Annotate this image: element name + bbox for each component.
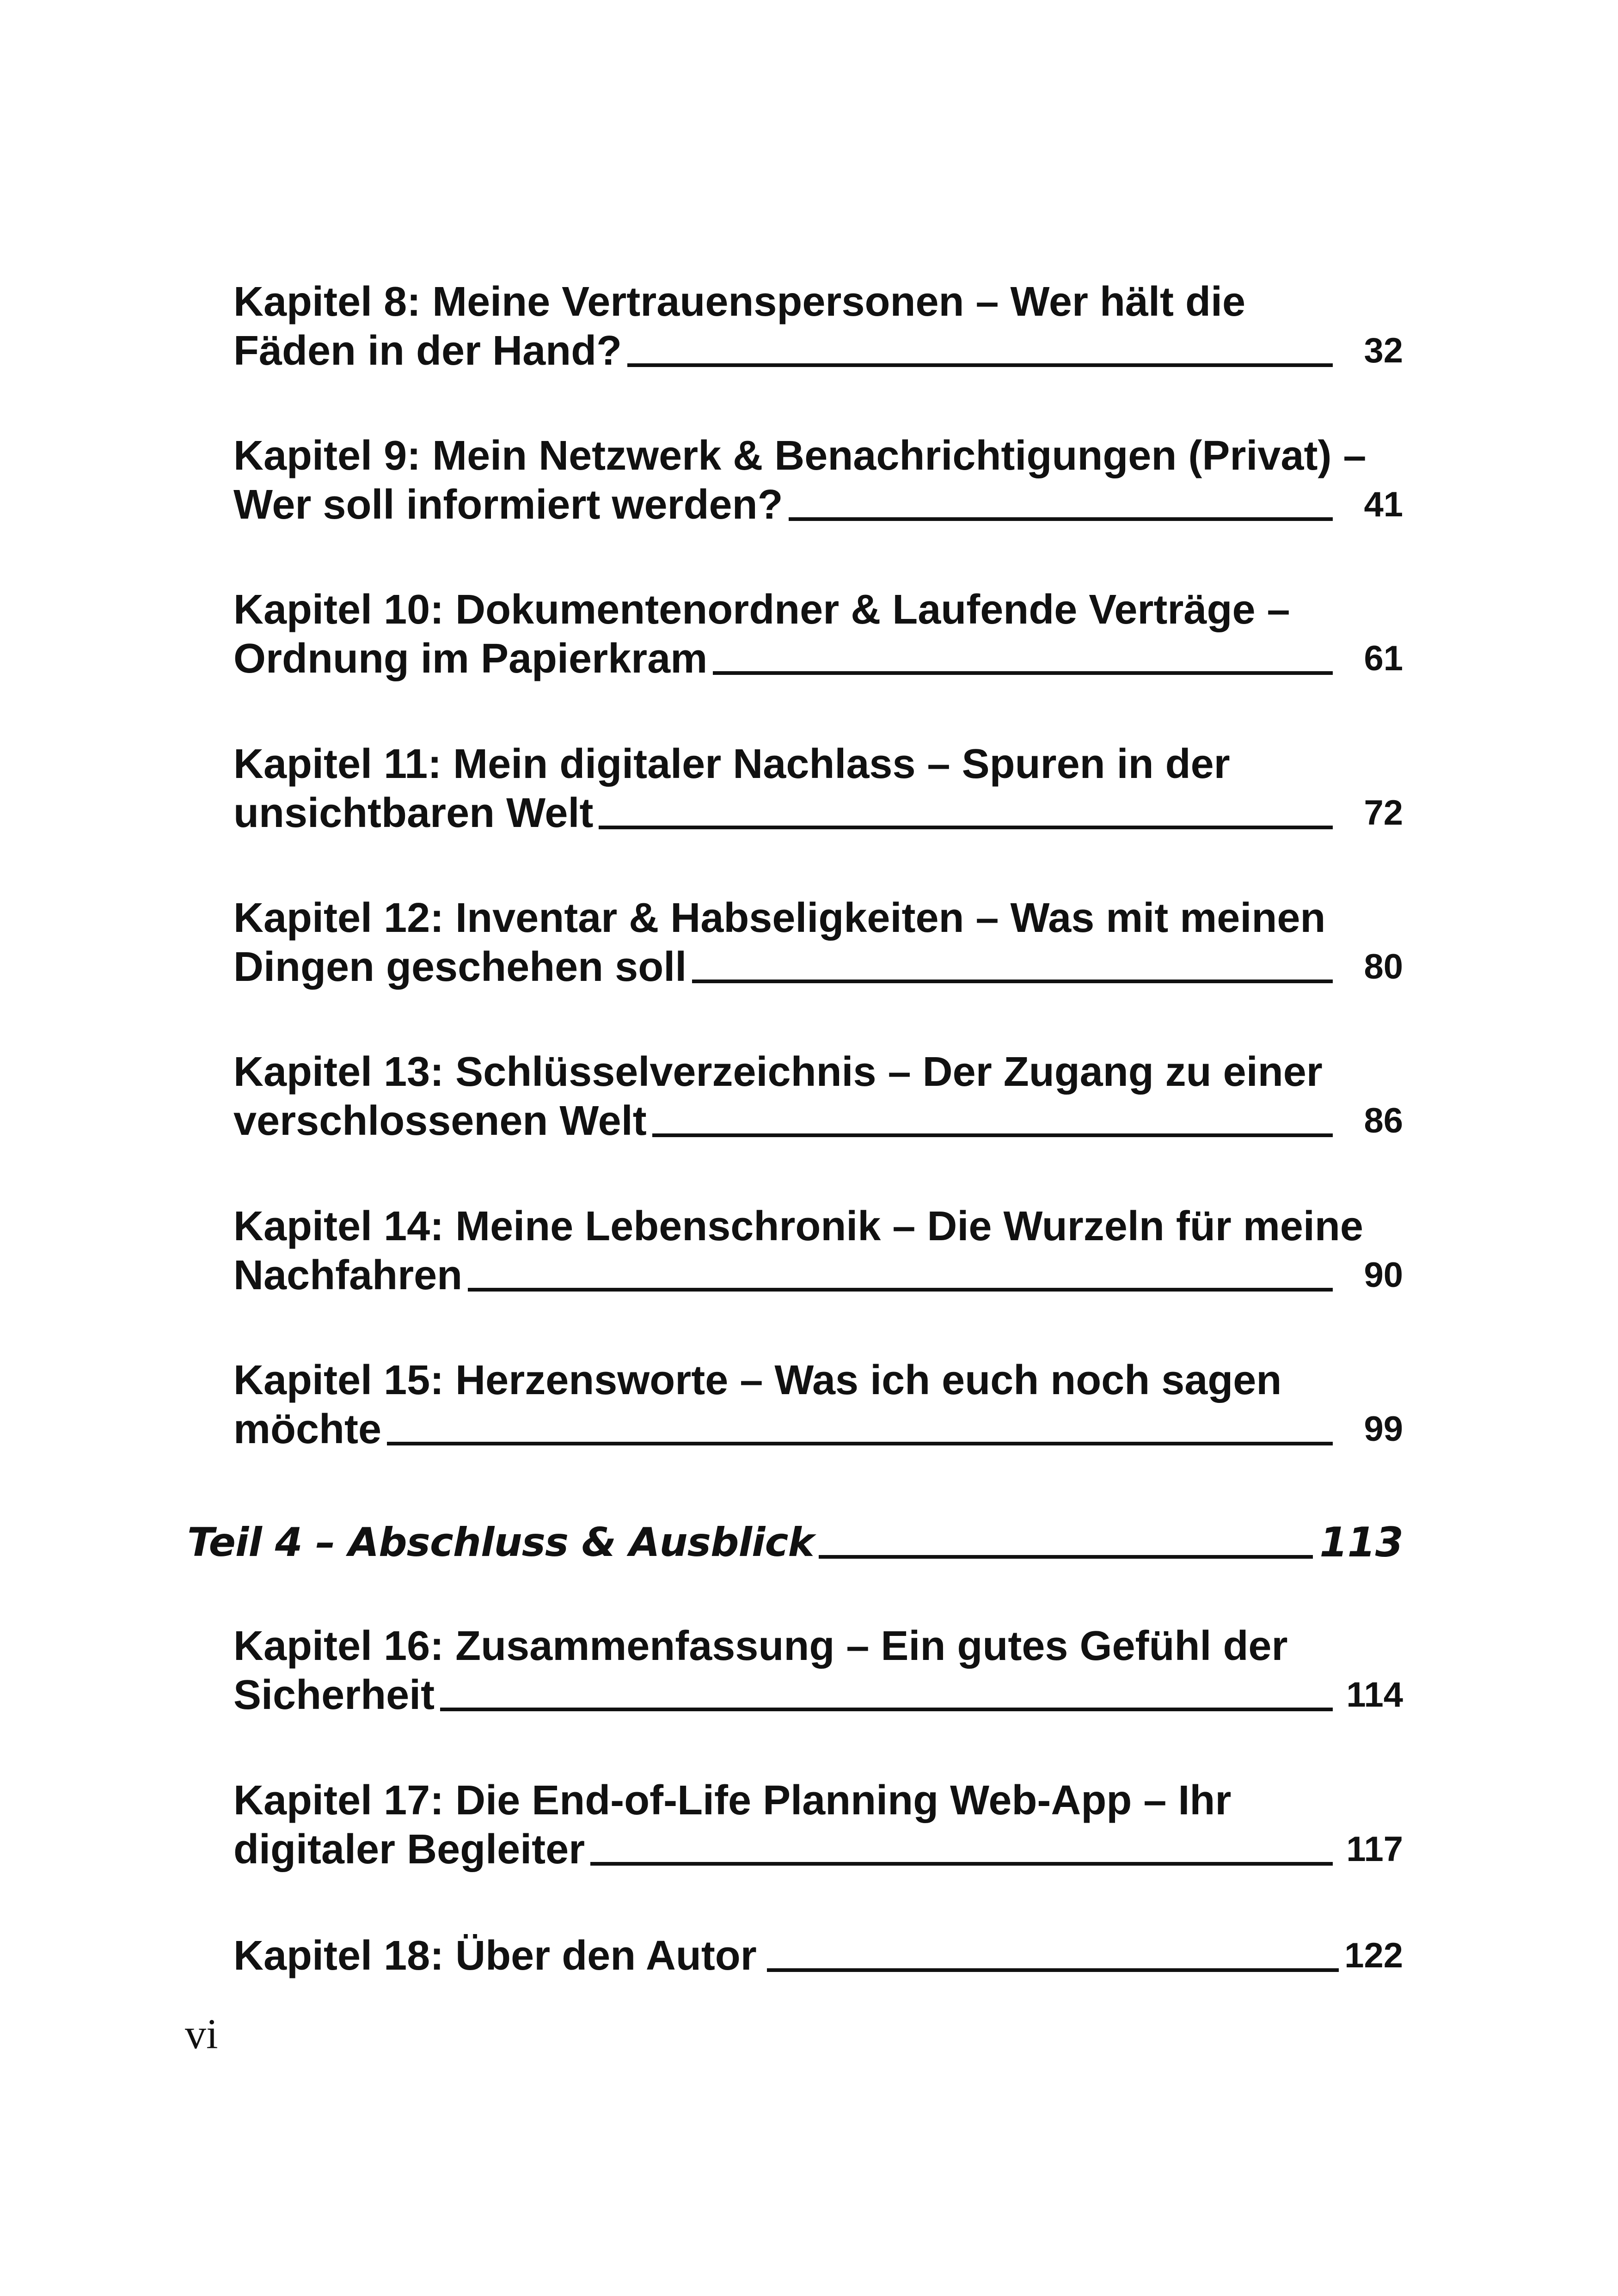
toc-entry-chapter-17[interactable] [233,1776,1403,1874]
toc-entry-chapter-9[interactable] [233,431,1403,529]
toc-entry-title-continued: möchte [233,1406,382,1452]
page-number: 99 [1364,1409,1403,1449]
toc-entry-chapter-13[interactable] [233,1047,1403,1145]
toc-entry-title: Kapitel 12: Inventar & Habseligkeiten – Was mit meinen [233,895,1326,941]
toc-entry-title: Kapitel 15: Herzensworte – Was ich euch noch sagen [233,1357,1282,1403]
toc-entry-title: Kapitel 10: Dokumentenordner & Laufende Verträge – [233,587,1290,633]
leader-line [789,517,1333,521]
leader-line [590,1862,1333,1866]
toc-entry-chapter-12[interactable] [233,894,1403,992]
page-number: 117 [1346,1830,1403,1869]
leader-line [387,1442,1333,1445]
toc-entry-title: Kapitel 17: Die End-of-Life Planning Web-App – Ihr [233,1777,1232,1824]
toc-entry-chapter-8[interactable] [233,277,1403,375]
toc-part-4[interactable] [187,1518,1403,1567]
toc-entry-title: Kapitel 18: Über den Autor [233,1933,757,1979]
page-number: 114 [1346,1675,1403,1714]
toc-entry-title-continued: Ordnung im Papierkram [233,636,708,682]
page-number: 86 [1364,1101,1403,1140]
folio-page-number: vi [185,2010,218,2057]
page-number: 41 [1364,485,1403,524]
page-number: 122 [1344,1936,1403,1975]
leader-line [627,363,1333,367]
toc-entry-chapter-18[interactable] [233,1931,1403,1980]
toc-entry-chapter-15[interactable] [233,1356,1403,1454]
toc-entry-title-continued: Fäden in der Hand? [233,328,622,374]
toc-entry-chapter-16[interactable] [233,1622,1403,1720]
toc-entry-title-continued: digitaler Begleiter [233,1826,585,1873]
page-number: 72 [1364,793,1403,833]
page-number: 113 [1319,1518,1403,1566]
leader-line [819,1555,1313,1559]
leader-line [767,1968,1339,1972]
toc-entry-title-continued: Dingen geschehen soll [233,944,687,990]
toc-entry-chapter-11[interactable] [233,740,1403,838]
toc-entry-title-continued: Nachfahren [233,1252,463,1298]
page-number: 32 [1364,331,1403,370]
part-title: Teil 4 – Abschluss & Ausblick [187,1519,814,1566]
leader-line [652,1133,1333,1137]
toc-entry-title-continued: Sicherheit [233,1672,435,1718]
leader-line [713,671,1333,675]
toc-entry-chapter-10[interactable] [233,585,1403,683]
toc-entry-title: Kapitel 9: Mein Netzwerk & Benachrichtigungen (Privat) – [233,433,1367,479]
page-number: 90 [1364,1255,1403,1295]
leader-line [599,826,1333,829]
leader-line [692,980,1333,983]
toc-entry-title-continued: Wer soll informiert werden? [233,482,783,528]
toc-entry-title: Kapitel 14: Meine Lebenschronik – Die Wurzeln für meine [233,1203,1363,1249]
page-number: 61 [1364,639,1403,678]
toc-entry-title-continued: verschlossenen Welt [233,1098,647,1144]
toc-entry-title-continued: unsichtbaren Welt [233,790,594,836]
leader-line [440,1708,1333,1711]
page-number: 80 [1364,947,1403,986]
toc-entry-title: Kapitel 13: Schlüsselverzeichnis – Der Zugang zu einer [233,1049,1323,1095]
leader-line [468,1288,1333,1292]
toc-entry-title: Kapitel 16: Zusammenfassung – Ein gutes Gefühl der [233,1623,1288,1669]
toc-entry-chapter-14[interactable] [233,1202,1403,1300]
toc-entry-title: Kapitel 11: Mein digitaler Nachlass – Spuren in der [233,741,1230,787]
toc-entry-title: Kapitel 8: Meine Vertrauenspersonen – Wer hält die [233,279,1246,325]
